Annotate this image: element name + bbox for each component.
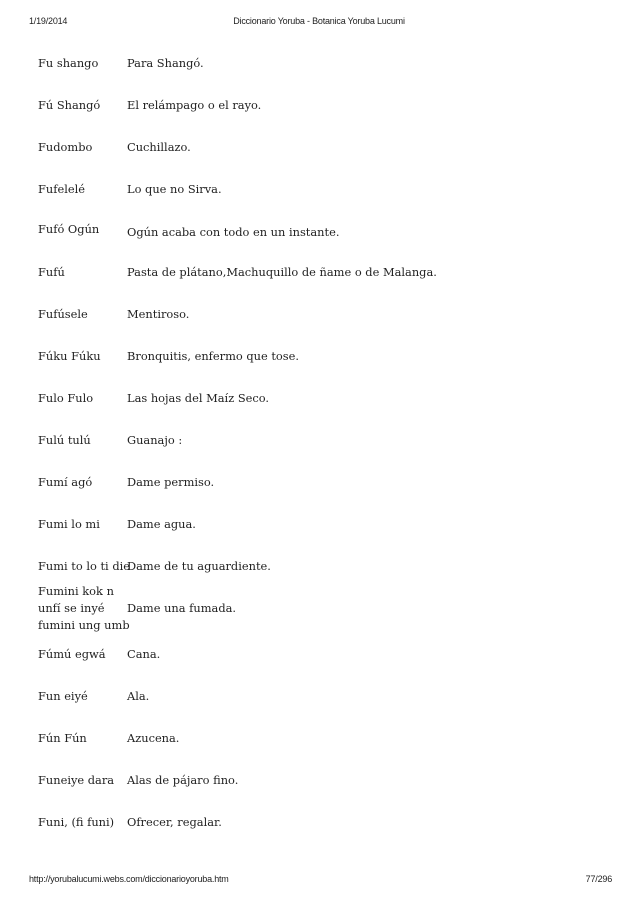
entry-term: Fumi to lo ti die (38, 559, 130, 573)
entry-term: Fufú (38, 265, 65, 279)
entry-term-line: Fumini kok n (38, 584, 114, 598)
entry-definition: Mentiroso. (127, 307, 190, 321)
entry-definition: Bronquitis, enfermo que tose. (127, 349, 299, 363)
print-footer (0, 874, 638, 886)
entry-term: Fumi lo mi (38, 517, 100, 531)
entry-definition: Para Shangó. (127, 56, 204, 70)
entry-term: Fun eiyé (38, 689, 88, 703)
entry-term-line: fumini ung umb (38, 618, 130, 632)
entry-term: Fufúsele (38, 307, 88, 321)
entry-term: Fún Fún (38, 731, 87, 745)
entry-definition: Dame agua. (127, 517, 196, 531)
entry-term: Fú Shangó (38, 98, 101, 112)
entry-definition: Pasta de plátano,Machuquillo de ñame o de Malanga. (127, 265, 437, 279)
page-number: 77/296 (585, 874, 612, 884)
entry-term: Funeiye dara (38, 773, 115, 787)
entry-term: Fúmú egwá (38, 647, 106, 661)
source-url: http://yorubalucumi.webs.com/diccionarioyoruba.htm (29, 874, 229, 884)
entry-definition: Ogún acaba con todo en un instante. (127, 225, 340, 239)
entry-term: Fufó Ogún (38, 222, 100, 236)
entry-term: Fufelelé (38, 182, 85, 196)
entry-term-line: unfí se inyé (38, 601, 105, 615)
entry-definition: El relámpago o el rayo. (127, 98, 262, 112)
entry-term: Fúku Fúku (38, 349, 101, 363)
entry-definition: Dame de tu aguardiente. (127, 559, 271, 573)
entry-definition: Guanajo : (127, 433, 183, 447)
print-header (0, 16, 638, 28)
page-title: Diccionario Yoruba - Botanica Yoruba Lucumi (233, 16, 405, 26)
entry-definition: Cana. (127, 647, 161, 661)
entry-definition: Azucena. (127, 731, 180, 745)
entry-definition: Alas de pájaro fino. (127, 773, 239, 787)
entry-definition: Dame permiso. (127, 475, 215, 489)
entry-term: Fulo Fulo (38, 391, 94, 405)
entry-term: Fulú tulú (38, 433, 91, 447)
entry-definition: Lo que no Sirva. (127, 182, 222, 196)
entry-term-multiline (38, 583, 128, 634)
entry-definition: Las hojas del Maíz Seco. (127, 391, 270, 405)
entry-term: Funi, (fi funi) (38, 815, 115, 829)
entry-term: Fu shango (38, 56, 99, 70)
entry-term: Fumí agó (38, 475, 93, 489)
entry-definition: Ofrecer, regalar. (127, 815, 222, 829)
entry-definition: Dame una fumada. (127, 601, 237, 615)
print-date: 1/19/2014 (29, 16, 68, 26)
entry-definition: Cuchillazo. (127, 140, 191, 154)
entry-definition: Ala. (127, 689, 150, 703)
entry-term: Fudombo (38, 140, 93, 154)
